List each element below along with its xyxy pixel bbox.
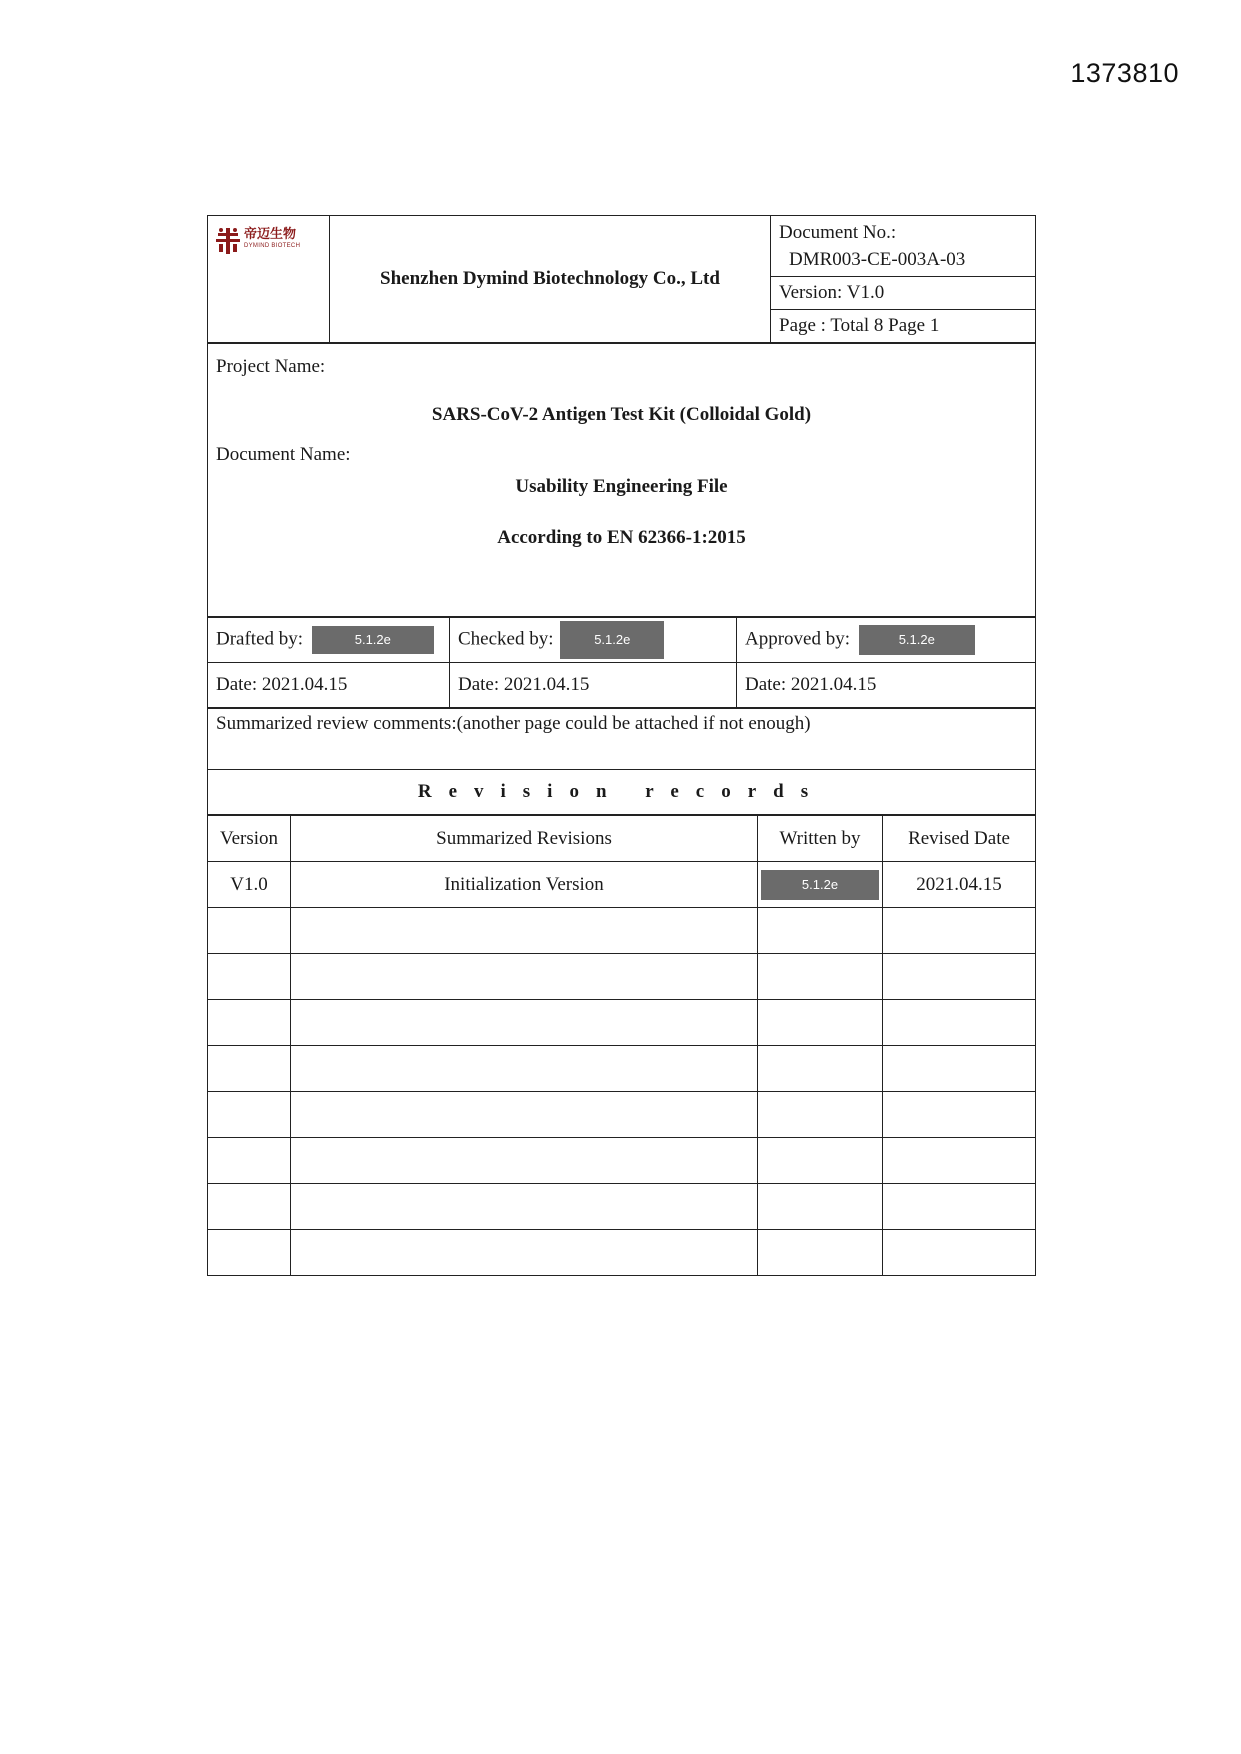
- table-row: [208, 908, 1036, 954]
- table-row: [208, 1138, 1036, 1184]
- drafted-date: Date: 2021.04.15: [208, 663, 450, 708]
- table-row: [208, 1092, 1036, 1138]
- written-by-redaction: 5.1.2e: [761, 870, 879, 900]
- logo-icon: [216, 228, 240, 254]
- review-comments: Summarized review comments:(another page could be attached if not enough): [208, 709, 1036, 770]
- logo-english-text: DYMIND BIOTECH: [244, 243, 301, 249]
- column-header-version: Version: [208, 816, 291, 862]
- checked-by-cell: [450, 618, 737, 663]
- column-header-written-by: Written by: [758, 816, 883, 862]
- drafted-by-cell: [208, 618, 450, 663]
- table-row: [208, 1184, 1036, 1230]
- version-cell: Version: V1.0: [771, 277, 1036, 310]
- row-summary: Initialization Version: [291, 862, 758, 908]
- approved-by-redaction: 5.1.2e: [859, 625, 975, 655]
- company-logo: [216, 228, 321, 254]
- revision-header-row: [208, 816, 1036, 862]
- project-name: SARS-CoV-2 Antigen Test Kit (Colloidal Gold): [431, 404, 812, 425]
- checked-by-label: Checked by:: [458, 628, 554, 650]
- checked-date: Date: 2021.04.15: [450, 663, 737, 708]
- table-row: [208, 1000, 1036, 1046]
- document-number-label: Document No.:: [779, 222, 897, 243]
- column-header-revised-date: Revised Date: [883, 816, 1036, 862]
- drafted-by-redaction: 5.1.2e: [312, 626, 434, 654]
- signoff-table: [207, 617, 1036, 708]
- revision-table: [207, 815, 1036, 1276]
- approved-by-label: Approved by:: [745, 628, 851, 650]
- row-written-by-cell: [758, 862, 883, 908]
- row-revised-date: 2021.04.15: [883, 862, 1036, 908]
- project-name-label: Project Name:: [216, 356, 326, 377]
- logo-chinese-text: 帝迈生物: [244, 227, 297, 242]
- table-row: [208, 862, 1036, 908]
- document-number-cell: [771, 216, 1036, 277]
- column-header-summary: Summarized Revisions: [291, 816, 758, 862]
- drafted-by-label: Drafted by:: [216, 628, 304, 650]
- page-identifier: 1373810: [1070, 58, 1179, 88]
- standard-reference: According to EN 62366-1:2015: [497, 527, 746, 548]
- document-name-label: Document Name:: [216, 444, 351, 465]
- revision-records-title: Revision records: [208, 770, 1036, 815]
- document-form: [207, 215, 1036, 1276]
- project-cell: [208, 344, 1036, 617]
- header-table: [207, 215, 1036, 343]
- table-row: [208, 1046, 1036, 1092]
- document-number-value: DMR003-CE-003A-03: [789, 249, 966, 270]
- project-table: [207, 343, 1036, 617]
- logo-cell: [208, 216, 330, 343]
- table-row: [208, 954, 1036, 1000]
- approved-by-cell: [737, 618, 1036, 663]
- row-version: V1.0: [208, 862, 291, 908]
- company-name: Shenzhen Dymind Biotechnology Co., Ltd: [330, 216, 771, 343]
- table-row: [208, 1230, 1036, 1276]
- approved-date: Date: 2021.04.15: [737, 663, 1036, 708]
- page-count-cell: Page : Total 8 Page 1: [771, 310, 1036, 343]
- comments-table: [207, 708, 1036, 815]
- document-name: Usability Engineering File: [515, 476, 728, 497]
- checked-by-redaction: 5.1.2e: [560, 621, 664, 659]
